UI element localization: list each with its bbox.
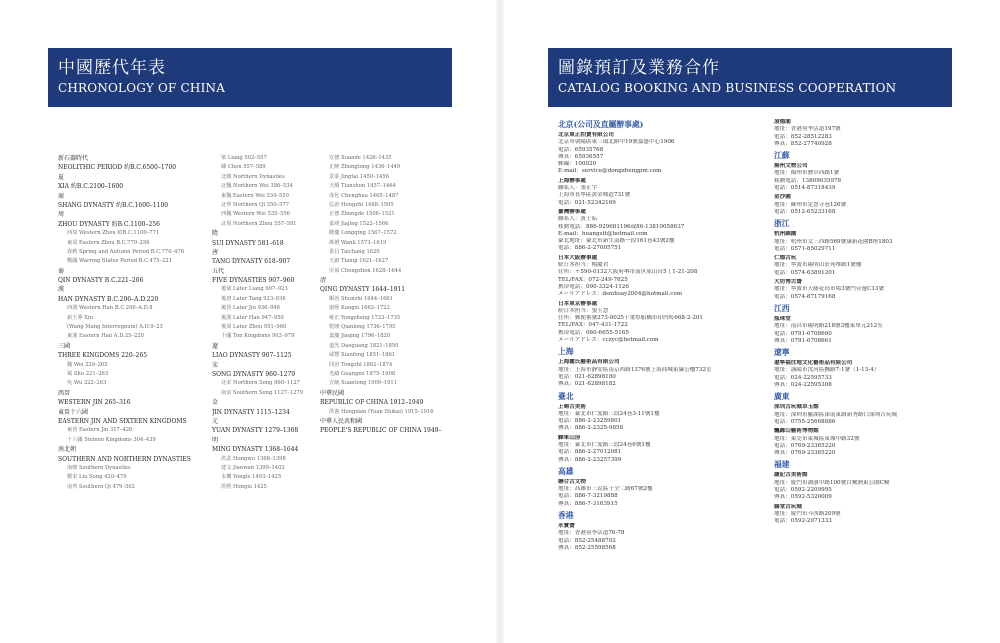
contact-line: 傳真：852-25598568 (558, 544, 616, 551)
contact-line: 電話：024-22595733 (774, 374, 832, 381)
dynasty-subperiod: 崇禎 Chongzhen 1628–1644 (329, 267, 402, 274)
dynasty-subperiod: 魏 Wei 220–265 (67, 361, 108, 368)
contact-column-1 (558, 117, 712, 552)
company-name: 飄緣山藝術博物館 (774, 428, 819, 435)
dynasty-subperiod: 順治 Shunzhi 1644–1661 (329, 295, 393, 302)
dynasty-subperiod: 北宋 Northern Song 960–1127 (221, 380, 300, 387)
dynasty-heading: 五代 (212, 267, 225, 275)
dynasty-subperiod: 宣德 Xuande 1426–1435 (329, 155, 392, 161)
contact-line: 地址：廈門市湖濱中路100號白鷺洲東公園C幢 (774, 479, 890, 486)
contact-line: 電話：0574-63891201 (774, 269, 836, 276)
dynasty-subperiod: 光緒 Guangxu 1875–1908 (329, 370, 396, 377)
contact-line: 電話：852-28512283 (774, 133, 832, 140)
contact-line: 電話：0592-2971333 (774, 518, 832, 525)
region-heading: 臺北 (558, 391, 574, 401)
dynasty-heading: 元 (212, 417, 219, 425)
dynasty-subperiod: 陳 Chen 557–589 (221, 164, 266, 171)
contact-line: 地址：瀋陽市沈河區撫路7-1號（1-13-4） (774, 367, 880, 374)
dynasty-subperiod: 成化 Chenghua 1465–1487 (329, 192, 399, 199)
contact-line: TEL/FAX：047-431-1722 (558, 322, 628, 329)
contact-line: 地址：香港荷李活道197號 (774, 126, 841, 133)
dynasty-heading: XIA 約B.C.2100–1600 (58, 183, 124, 191)
dynasty-subperiod: 南朝 Southern Dynasties (67, 464, 131, 471)
dynasty-subperiod: 南宋 Southern Song 1127–1279 (221, 389, 303, 396)
dynasty-subperiod: 後周 Later Zhou 951–960 (221, 324, 287, 331)
contact-line: 聯系人：黃士耘 (558, 216, 598, 223)
dynasty-subperiod: 萬曆 Wanli 1573–1619 (329, 239, 387, 246)
dynasty-subperiod: 道光 Daoguang 1821–1850 (329, 342, 399, 349)
dynasty-heading: LIAO DYNASTY 907–1125 (212, 352, 292, 360)
dynasty-heading: SHANG DYNASTY 約B.C.1600–1100 (58, 201, 169, 209)
contact-line: 郵編：100020 (558, 161, 597, 168)
dynasty-heading: 遼 (212, 342, 219, 350)
region-heading: 廣東 (774, 392, 790, 402)
contact-column-2 (774, 117, 897, 525)
dynasty-subperiod: 正統 Zhengtong 1436–1449 (329, 164, 401, 171)
contact-line: 地址：寧波市陽明山莊苑堆路1號樓 (774, 262, 862, 269)
chronology-title-zh: 中國歷代年表 (58, 58, 166, 78)
contact-line: 移動電話：13809035978 (774, 177, 842, 184)
contact-line: 携帯電話：080-6655-5165 (558, 329, 629, 336)
dynasty-subperiod: 天啟 Tianqi 1621–1627 (329, 258, 389, 265)
region-heading: 高雄 (558, 466, 574, 476)
contact-line: 電話：0755-25668886 (774, 418, 836, 425)
dynasty-subperiod: 雍正 Yongzheng 1723–1735 (329, 314, 401, 321)
contact-line: 電話：0512-65233168 (774, 208, 836, 215)
contact-line: 傳真：0769-23365220 (774, 450, 836, 457)
dynasty-heading: EASTERN JIN AND SIXTEEN KINGDOMS (58, 417, 187, 425)
contact-line: 電話：021-52342169 (558, 199, 616, 206)
region-heading: 上海 (558, 347, 574, 357)
contact-line: 電話：886-7-3219888 (558, 493, 618, 500)
dynasty-heading: WESTERN JIN 265–316 (58, 399, 131, 407)
company-name: 上暘古美術 (558, 403, 586, 410)
contact-line: 地址：揚州市鹽阜西路1號 (774, 170, 840, 177)
dynasty-heading: REPUBLIC OF CHINA 1912–1949 (320, 399, 424, 407)
contact-line: 北京市朝陽區東三環北路甲19號嘉盛中心1906 (558, 139, 675, 146)
contact-line: 電話：0769-23365220 (774, 442, 836, 449)
dynasty-subperiod: 北齊 Northern Qi 550–577 (221, 201, 290, 208)
dynasty-heading: 中華民國 (320, 389, 345, 397)
dynasty-subperiod: 乾隆 Qianlong 1736–1795 (329, 324, 396, 331)
dynasty-heading: 中華人民共和國 (320, 417, 363, 425)
dynasty-heading: THREE KINGDOMS 220–265 (58, 352, 148, 360)
dynasty-heading: 金 (212, 399, 219, 407)
company-name: 揚州文物公司 (774, 163, 808, 170)
company-name: 瓶珠堂 (774, 315, 791, 322)
company-name: 仁德古玩 (774, 255, 797, 262)
contact-line: 傳真：0592-5320009 (774, 494, 832, 501)
company-name: 驛軍山房 (558, 434, 581, 441)
dynasty-heading: 唐 (212, 248, 219, 256)
dynasty-subperiod: 春秋 Spring and Autumn Period B.C.770–476 (67, 248, 185, 255)
company-name: 藤堂古玩城 (774, 503, 802, 510)
dynasty-subperiod: 西周 Western Zhou 約B.C.1100–771 (67, 230, 160, 237)
contact-line: 駐日本担当：張玉慧 (558, 307, 609, 314)
dynasty-subperiod: 正德 Zhengde 1506–1521 (329, 211, 395, 218)
contact-line: 地址：廈門市斗西路209號 (774, 510, 841, 517)
dynasty-subperiod: 洪熙 Hongxi 1425 (221, 483, 267, 490)
dynasty-subperiod: 泰昌 Taichang 1620 (329, 248, 380, 255)
dynasty-heading: JIN DYNASTY 1115–1234 (212, 408, 290, 416)
chronology-column-2 (212, 154, 303, 492)
contact-line: 電話：886-2-23259801 (558, 418, 622, 425)
contact-line: 聯系人：張正宇 (558, 185, 598, 192)
dynasty-subperiod: 北周 Northern Zhou 557–581 (221, 220, 297, 227)
dynasty-subperiod: 劉宋 Liu Song 420–479 (67, 474, 127, 481)
contact-line: 傳真：886-7-3163915 (558, 500, 618, 507)
region-heading: 北京(公司及直屬辦事處) (558, 120, 644, 129)
contact-line: 住所：〒590-0132大阪府堺市南区原山台5丁1-21-208 (558, 269, 698, 276)
contact-line: 移動電話：886-929681196或86-13810058637 (558, 223, 685, 230)
contact-line: 電話：021-62898180 (558, 373, 616, 380)
contact-line: 電話：0574-87179168 (774, 293, 836, 300)
dynasty-heading: SUI DYNASTY 581–618 (212, 239, 284, 247)
region-heading: 香港 (558, 511, 574, 521)
dynasty-subperiod: 後唐 Later Tang 923–936 (221, 295, 286, 302)
contact-line: 傳真：65936557 (558, 153, 604, 160)
dynasty-subperiod: 東漢 Eastern Han A.D.25–220 (67, 333, 144, 340)
company-name: 北京東正拍賣有限公司 (558, 132, 614, 138)
region-heading: 遼寧 (774, 348, 790, 358)
dynasty-subperiod: 嘉慶 Jiaqing 1796–1820 (329, 333, 391, 340)
dynasty-subperiod: 十國 Ten Kingdoms 902–979 (221, 333, 295, 340)
contact-line: メールアドレス：cczyc@hotmail.com (558, 337, 659, 344)
contact-line: 地址：香港荷李活道76-78 (558, 530, 625, 537)
dynasty-subperiod: 建文 Jianwen 1399–1402 (221, 464, 285, 471)
dynasty-heading: 漢 (58, 286, 65, 294)
contact-line: 臺北地址：臺北市新生南路一段161巷43號2樓 (558, 238, 675, 245)
dynasty-heading: 隋 (212, 230, 219, 238)
contact-line: 電話：886-2-27005751 (558, 245, 622, 252)
chronology-title-en: CHRONOLOGY OF CHINA (58, 81, 226, 95)
chronology-column-1 (58, 154, 191, 492)
contact-line: 地址：寧波市天藤花鳥市場3號門旁邊C13號 (774, 286, 885, 293)
dynasty-subperiod: 梁 Liang 502–557 (221, 155, 267, 161)
dynasty-heading: YUAN DYNASTY 1279–1368 (212, 427, 299, 435)
dynasty-subperiod: 北魏 Northern Wei 386–534 (221, 183, 293, 190)
contact-line: 地址：高雄市三民區十全二路67號2樓 (558, 486, 653, 493)
company-name: 上海麗氏藝術品有限公司 (558, 359, 620, 366)
dynasty-heading: SOUTHERN AND NORTHERN DYNASTIES (58, 455, 191, 463)
company-name: 凌德閣 (774, 119, 791, 125)
catalog-banner (548, 48, 952, 107)
company-name: 臺灣辦事處 (558, 208, 586, 215)
region-heading: 江西 (774, 303, 790, 313)
dynasty-subperiod: 同治 Tongzhi 1862–1874 (329, 361, 393, 368)
company-name: 日本東京辦事處 (558, 300, 598, 307)
contact-line: メールアドレス：dsmhsay2004@hotmail.com (558, 291, 683, 298)
dynasty-heading: 南北朝 (58, 446, 77, 454)
dynasty-subperiod: 西漢 Western Han B.C.206–A.D.8 (67, 305, 153, 312)
dynasty-heading: HAN DYNASTY B.C.206–A.D.220 (58, 295, 159, 303)
dynasty-subperiod: 洪憲 Hongxian (Yuan Shikai) 1915–1916 (329, 408, 434, 415)
dynasty-subperiod: 永樂 Yongle 1403–1425 (221, 474, 282, 481)
dynasty-heading: 東晉十六國 (58, 408, 89, 416)
dynasty-subperiod: 天順 Tianshun 1457–1464 (329, 183, 396, 190)
dynasty-heading: MING DYNASTY 1368–1644 (212, 446, 299, 454)
contact-line: 住所：郵便番號273-0025千葉県船橋市印内町668-2-201 (558, 315, 703, 322)
dynasty-subperiod: 後梁 Later Liang 907–923 (221, 286, 288, 293)
dynasty-subperiod: 東魏 Eastern Wei 534–550 (221, 192, 289, 199)
company-name: 日本大阪辦事處 (558, 254, 598, 261)
chronology-column-3 (320, 154, 442, 436)
dynasty-heading: QIN DYNASTY B.C.221–206 (58, 277, 144, 285)
dynasty-subperiod: 東晉 Eastern Jin 317–420 (67, 427, 133, 434)
dynasty-subperiod: 吳 Wu 222–263 (67, 380, 107, 387)
catalog-title-zh: 圖錄預訂及業務合作 (558, 58, 720, 78)
dynasty-subperiod: 康熙 Kangxi 1662–1722 (329, 305, 390, 312)
contact-line: 地址：臺北市仁愛路三段24巷3-11號1樓 (558, 410, 660, 417)
dynasty-heading: QING DYNASTY 1644–1911 (320, 286, 406, 294)
dynasty-subperiod: 後晉 Later Jin 936–946 (221, 305, 280, 312)
contact-line: 地址：蘇州市定慧寺巷126號 (774, 201, 847, 208)
dynasty-heading: TANG DYNASTY 618–907 (212, 258, 291, 266)
contact-line: 傳真：886-2-23257399 (558, 456, 622, 463)
dynasty-heading: 周 (58, 211, 65, 219)
dynasty-heading: 夏 (58, 173, 65, 181)
contact-line: 地址：臺北市仁愛路三段24巷6號1樓 (558, 441, 651, 448)
dynasty-subperiod: 景泰 Jingtai 1450–1456 (329, 173, 389, 180)
contact-line: 地址：杭州市文三西路569號康新花園B座1803 (774, 238, 893, 245)
company-name: 永寶齋 (558, 523, 575, 530)
dynasty-heading: 清 (320, 277, 327, 285)
contact-line: 電話：0571-85029711 (774, 245, 836, 252)
contact-line: 電話：0514-87318439 (774, 185, 836, 192)
dynasty-subperiod: (Wang Mang Interregnum) A.D.9–23 (67, 324, 163, 331)
dynasty-subperiod: 十六國 Sixteen Kingdoms 304–439 (67, 436, 156, 443)
company-name: 謙記古美術館 (774, 472, 808, 479)
contact-line: 地址：上海市靜安區南京西路1376號上海商城東廉公樓732室 (558, 366, 712, 373)
dynasty-subperiod: 後漢 Later Han 947–950 (221, 314, 284, 321)
dynasty-heading: 商 (58, 192, 65, 200)
dynasty-heading: 宋 (212, 361, 219, 369)
dynasty-heading: 西晉 (58, 389, 71, 397)
dynasty-subperiod: 東周 Eastern Zhou B.C.770–256 (67, 239, 150, 246)
dynasty-heading: SONG DYNASTY 960–1279 (212, 370, 296, 378)
dynasty-subperiod: 嘉靖 Jiajing 1522–1566 (329, 220, 389, 227)
contact-line: E-mail：service@dongzhengpm.com (558, 168, 662, 175)
dynasty-subperiod: 蜀 Shu 221–263 (67, 370, 109, 377)
company-name: 深圳古玩城卓玉館 (774, 404, 819, 411)
dynasty-subperiod: 咸豐 Xianfeng 1851–1861 (329, 352, 396, 359)
contact-line: 電話：886-2-27012081 (558, 449, 622, 456)
region-heading: 浙江 (774, 219, 790, 229)
dynasty-subperiod: 宣統 Xuantong 1909–1911 (329, 380, 398, 387)
contact-line: 地址：深圳市羅湖區深南東路新秀路口深圳古玩城 (774, 411, 898, 418)
contact-line: TEL/FAX：072-249-7625 (558, 276, 628, 283)
catalog-title-en: CATALOG BOOKING AND BUSINESS COOPERATION (558, 81, 897, 95)
dynasty-subperiod: 北朝 Northern Dynasties (221, 173, 285, 180)
dynasty-heading: NEOLITHIC PERIOD 約B.C.6500–1700 (58, 164, 177, 172)
chronology-banner (48, 48, 452, 107)
company-name: 杭州錦園 (774, 231, 797, 238)
contact-line: 電話：852-25488702 (558, 537, 616, 544)
contact-line: 傳真：852-27740928 (774, 140, 832, 147)
dynasty-subperiod: 弘治 Hongzhi 1488–1505 (329, 201, 394, 208)
dynasty-subperiod: 隆慶 Longqing 1567–1572 (329, 230, 397, 237)
contact-line: 電話：65935768 (558, 146, 604, 153)
dynasty-heading: ZHOU DYNASTY 約B.C.1100–256 (58, 220, 160, 228)
dynasty-heading: 三國 (58, 342, 71, 350)
contact-line: 地址：東莞市東城區東城中路32號 (774, 435, 860, 442)
contact-line: 傳真：886-2-2325-9858 (558, 425, 624, 432)
dynasty-heading: 新石器時代 (58, 155, 89, 162)
region-heading: 江蘇 (774, 151, 790, 161)
contact-line: 電話：0592-2209995 (774, 486, 832, 493)
dynasty-subperiod: 洪武 Hongwu 1368–1398 (221, 455, 286, 462)
company-name: 上海辦事處 (558, 177, 586, 184)
dynasty-heading: 秦 (58, 267, 65, 275)
contact-line: 傳真：021-62898182 (558, 381, 616, 388)
contact-line: 上海市長寧區黃金城道731號 (558, 192, 631, 199)
page-gutter (496, 0, 504, 643)
dynasty-subperiod: 新王莽 Xin (67, 314, 93, 321)
company-name: 大坊博古齋 (774, 279, 802, 286)
dynasty-subperiod: 南齊 Southern Qi 479–502 (67, 483, 135, 490)
dynasty-heading: PEOPLE'S REPUBLIC OF CHINA 1949– (320, 427, 442, 435)
region-heading: 福建 (774, 460, 790, 470)
contact-line: 駐日本担当：楊慶君 (558, 262, 609, 269)
company-name: 聯合古文物 (558, 478, 586, 485)
dynasty-heading: FIVE DYNASTIES 907–960 (212, 277, 295, 285)
dynasty-subperiod: 西魏 Western Wei 535–556 (221, 211, 290, 218)
company-name: 遼寧福往地文化藝術品有限公司 (774, 360, 853, 367)
contact-line: E-mail：huangstt@hotmail.com (558, 230, 648, 237)
company-name: 金沙園 (774, 194, 791, 201)
contact-line: 地址：南昌市陽明路218號3樓東單元212室 (774, 323, 883, 330)
contact-line: 電話：0791-6708660 (774, 330, 832, 337)
contact-line: 携帯電話：090-3324-1126 (558, 283, 629, 290)
dynasty-subperiod: 戰國 Warring States Period B.C.475–221 (67, 258, 172, 265)
contact-line: 傳真：0791-6708661 (774, 337, 832, 344)
dynasty-heading: 明 (212, 436, 219, 444)
contact-line: 傳真：024-22595308 (774, 382, 832, 389)
